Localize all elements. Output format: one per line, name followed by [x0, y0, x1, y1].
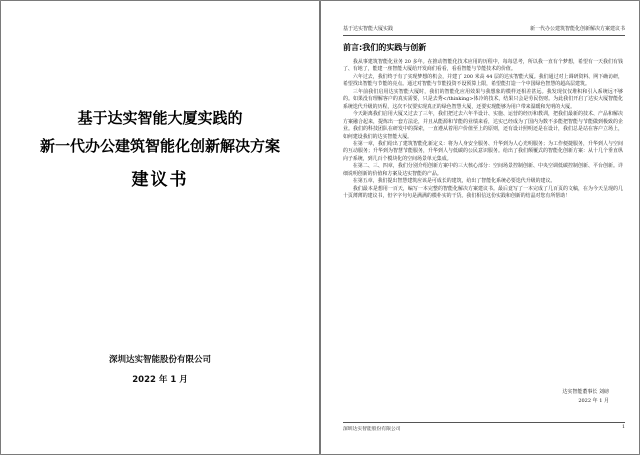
paragraph: 在第二、三、四章，我们分别介绍创新方案中的三大核心部分：空间场景控制创新、中央空调低碳控制创新、平台创新。详细说明创新的价值和方案及达实智能的产品。	[343, 163, 623, 177]
signature-date: 2022 年 1 月	[578, 398, 609, 404]
cover-page	[1, 1, 319, 454]
page-footer	[343, 422, 625, 432]
page-header	[343, 25, 625, 36]
page-number: 1	[621, 425, 625, 430]
body-text	[343, 59, 623, 201]
cover-date: 2022 年 1 月	[132, 375, 188, 385]
signature-title: 达实智能董事长 刘磅	[562, 389, 609, 395]
paragraph: 我从事建筑智能化业务 20 多年。在推动智能化技术应用的历程中，每每思考，所以我一直有个梦想，希望有一天我们有钱了、有地了，能建一座智能大厦给开发商们看看，看看智能与节能技术的价值。	[343, 59, 623, 73]
paragraph: 我们最本是想用一百天，编写一本完整的智能化解决方案建议书。最后竟写了一本完成了几百页的文稿，在为今天呈现的几十页薄薄的建议书，但字字句句是满满的模朴实的干货。我们相信这份实践和创新的结晶对您有所帮助！	[343, 185, 623, 200]
signature-block	[562, 388, 609, 406]
header-right-text: 新一代办公建筑智能化创新解决方案建议书	[529, 26, 625, 32]
paragraph: 三年前我们启用达实智能大厦时，我们的智能化应用效果与我想象的模样还相差甚远。我发现仅仅堆积和引入系统远不够的。如果没有理解客户的真实需要，只是去秀</thinking>体冷的技术，结果只会是劳民伤财。为此我们开启了达实大厦智能化系统迭代升级的历程，这次不仅要实现真正的绿色智慧大厦，还要实现能够为用户带来温暖和光明的大厦。	[343, 88, 623, 110]
cover-title-line-3: 建议书	[131, 170, 189, 190]
cover-title-line-2: 新一代办公建筑智能化创新解决方案	[39, 137, 280, 155]
section-title: 前言:我们的实践与创新	[343, 43, 427, 52]
footer-company: 深圳达实智能股份有限公司	[343, 427, 401, 432]
cover-company: 深圳达实智能股份有限公司	[108, 355, 211, 365]
paragraph: 今天距离我们启用大厦又过去了三年，我们把过去六年半设计、实施、运营的经历和教训，把我们最新的技术、产品和解决方案融合起来，提炼出一套方法论，并且从能源和节能的业绩来看，达实已经成为了国内为数不多能把智能与节能做到极致的企业。我们的科技团队在研发中的探索，一直遵从着用户价值至上的原则，还有设计照明还是在设计，我们总是站在客户立场上，如何建设我们的达实智能大厦。	[343, 111, 623, 140]
cover-title-line-1: 基于达实智能大厦实践的	[77, 109, 243, 127]
paragraph: 在第五章，我们提出智慧建筑应该是可成长的建筑，给出了智能化系统必要迭代升级的建议。	[352, 178, 556, 185]
paragraph: 在第一章，我们给出了建筑智能化新定义：将为人身安全服务、升华到为人心光明服务；为工作便捷服务，升华到人与空间的互动服务；升华到为智慧节能服务，升华到人与低碳的公民意识服务。给出了我们颠覆式的智能化创新方案：从十几个垂直纵向子系统，到几百个模块化的空间场景单元集成。	[343, 140, 623, 162]
content-page	[321, 1, 639, 454]
header-left-text: 基于达实智能大厦实践	[343, 26, 394, 32]
paragraph: 六年过去，我们终于有了实现梦想的机会，并建了 200 米高 44 层的达实智能大厦。我们通过对上调研资料、网下确访研，希望找出智能与节能的亮点。通过对智能与节能投资不设预算上限，希望能打造一个中国绿色智慧的超高层建筑。	[343, 73, 623, 88]
